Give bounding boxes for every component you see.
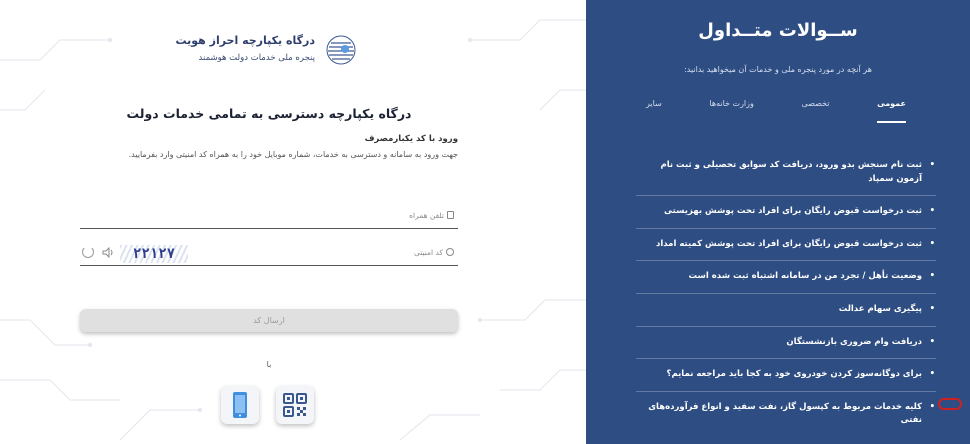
send-code-button[interactable]: ارسال کد bbox=[80, 309, 458, 332]
refresh-icon[interactable] bbox=[82, 246, 94, 258]
tab-general[interactable]: عمومی bbox=[877, 99, 906, 123]
faq-item[interactable]: • ثبت درخواست قبوض رایگان برای افراد تحت پوشش بهزیستی bbox=[636, 196, 936, 229]
qr-code-icon bbox=[276, 386, 314, 424]
phone-field[interactable] bbox=[80, 207, 458, 229]
faq-item[interactable]: • ثبت درخواست قبوض رایگان برای افراد تحت پوشش کمیته امداد bbox=[636, 229, 936, 262]
faq-panel bbox=[586, 0, 970, 444]
login-method-label: ورود با کد یکبارمصرف bbox=[364, 134, 458, 144]
faq-item[interactable]: • ثبت نام سنجش بدو ورود، دریافت کد سوابق تحصیلی و ثبت نام آزمون سمپاد bbox=[636, 150, 936, 196]
or-label: با bbox=[266, 360, 272, 369]
captcha-placeholder: کد امنیتی bbox=[413, 248, 443, 257]
brand-header bbox=[175, 34, 365, 74]
faq-item[interactable]: • کلیه خدمات مربوط به کپسول گاز، نفت سفید و انواع فرآورده‌های نفتی bbox=[636, 392, 936, 437]
login-title: درگاه یکپارچه دسترسی به تمامی خدمات دولت bbox=[126, 106, 412, 121]
phone-placeholder: تلفن همراه bbox=[409, 211, 444, 220]
shield-icon bbox=[446, 248, 454, 256]
brand-logo-icon bbox=[325, 34, 357, 66]
faq-item[interactable]: • برای دوگانه‌سوز کردن خودروی خود به کجا باید مراجعه نمایم؟ bbox=[636, 359, 936, 392]
brand-subtitle: پنجره ملی خدمات دولت هوشمند bbox=[198, 53, 315, 63]
tab-specialized[interactable]: تخصصی bbox=[801, 99, 830, 108]
faq-list bbox=[636, 150, 936, 437]
faq-item[interactable]: • وضعیت تأهل / تجرد من در سامانه اشتباه ثبت شده است bbox=[636, 261, 936, 294]
faq-title: ســوالات متــداول bbox=[698, 20, 858, 41]
speaker-icon[interactable] bbox=[102, 247, 114, 258]
mobile-login-button[interactable] bbox=[221, 386, 259, 424]
faq-item[interactable]: • دریافت وام ضروری بازنشستگان bbox=[636, 327, 936, 360]
faq-tabs bbox=[646, 99, 906, 123]
brand-title: درگاه یکپارچه احراز هویت bbox=[175, 34, 315, 47]
faq-item[interactable]: • پیگیری سهام عدالت bbox=[636, 294, 936, 327]
tab-ministries[interactable]: وزارت خانه‌ها bbox=[709, 99, 754, 108]
mobile-icon bbox=[221, 386, 259, 424]
faq-subtitle: هر آنچه در مورد پنجره ملی و خدمات آن میخواهید بدانید: bbox=[684, 65, 872, 74]
tab-other[interactable]: سایر bbox=[646, 99, 662, 108]
captcha-field[interactable] bbox=[80, 244, 458, 266]
captcha-image: ۲۲۱۲۷ bbox=[120, 245, 188, 263]
login-description: جهت ورود به سامانه و دسترسی به خدمات، شماره موبایل خود را به همراه کد امنیتی وارد بفرمایید. bbox=[128, 150, 458, 159]
phone-icon bbox=[447, 211, 454, 219]
watermark-logo bbox=[938, 398, 962, 410]
qr-login-button[interactable] bbox=[276, 386, 314, 424]
